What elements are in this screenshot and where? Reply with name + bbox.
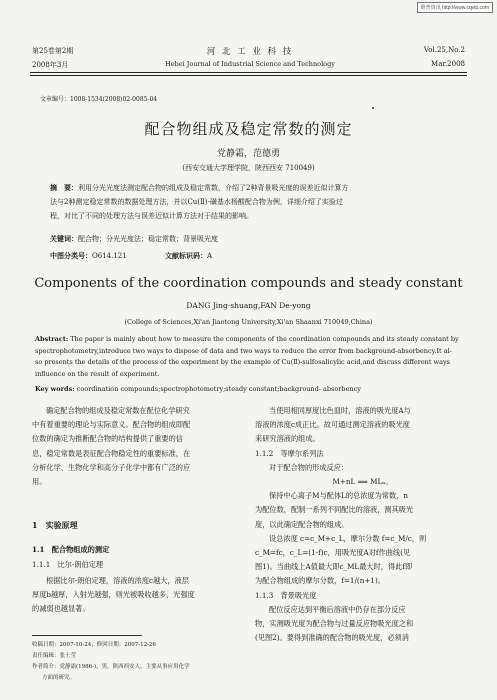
abstract-zh-line: 程，对比了不同的处理方法与误差近似计算方法对于结果的影响。: [50, 212, 253, 220]
authors-zh: 党静霜，范德勇: [216, 149, 280, 159]
subsubsection-heading: 1.1.2 等摩尔系列法: [255, 448, 324, 458]
body-line: 为配合物组成的摩尔分数，f=1/(n+1)。: [255, 576, 385, 586]
volume-issue-en: Vol.25,No.2: [423, 46, 465, 54]
abstract-en-line: spectrophotometry,introduce two ways to dispose of data and two ways to reduce the error from background-absorbency.It al-: [35, 346, 452, 355]
article-number: 文章编号：1008-1534(2008)02-0085-04: [40, 96, 158, 103]
body-line: 物，实测吸光度为配合物与过量反应物吸光度之和: [255, 619, 414, 629]
body-line: 为配位数，配制一系列不同配比的溶液，测其吸光: [255, 505, 414, 515]
watermark: 维普资讯 http://www.cqvip.com: [417, 2, 493, 13]
issue-date: 2008年3月: [32, 61, 69, 69]
keywords-en: [35, 385, 465, 393]
title-zh: 配合物组成及稳定常数的测定: [144, 120, 353, 138]
right-column: [255, 404, 470, 645]
footnote-line: 作者简介：党静霜(1986-)，男，陕西西安人，主要从事应用化学: [32, 664, 190, 670]
abstract-en-label: Abstract:: [35, 335, 69, 343]
body-line: 当使用相同厚度比色皿时，溶液的吸光度A与: [269, 406, 411, 415]
body-line: 的减弱也越显著。: [32, 604, 90, 614]
keywords-zh-label: 关键词：: [50, 234, 78, 243]
body-line: (见图2)。要得到准确的配合物的吸光度，必须消: [255, 633, 409, 643]
intro-paragraph: [32, 404, 237, 489]
abstract-en-line: The paper is mainly about how to measure the components of the coordination compounds and its steady constant by: [70, 335, 459, 343]
document-code-zh: [165, 251, 212, 261]
affiliation-zh: (西安交通大学理学院，陕西西安 710049): [182, 164, 315, 172]
abstract-zh-line: 利用分光光度法测定配合物的组成及稳定常数，介绍了2种背景吸光度的误差近似计算方: [78, 184, 349, 192]
classification-value: O614.121: [92, 252, 127, 260]
intro-line: 用。: [32, 477, 47, 487]
journal-name-zh: 河 北 工 业 科 技: [206, 47, 294, 57]
beer-lambert-paragraph: [32, 574, 237, 617]
abstract-zh-label: 摘 要：: [50, 183, 78, 192]
journal-name-en: Hebei Journal of Industrial Science and Technology: [165, 60, 335, 68]
body-line: 对于配合物的形成反应：: [269, 462, 349, 472]
keywords-en-text: coordination compounds;spectrophotometry;steady constant;background- absorbency: [76, 385, 361, 393]
document-code-label: 文献标识码：: [165, 251, 207, 260]
issue-date-en: Mar.2008: [431, 60, 465, 68]
classification-label: 中图分类号：: [50, 251, 92, 260]
subsection-heading: 1.1 配合物组成的测定: [32, 545, 110, 554]
abstract-en-line: influence on the result of experiment.: [35, 369, 160, 378]
body-line: 配位反应达到平衡后溶液中仍存在部分反应: [269, 604, 406, 614]
body-line: 度，以此确定配合物的组成。: [255, 519, 349, 529]
body-line: 厚度b越厚，入射光越强，则光被吸收越多，光强度: [32, 590, 195, 600]
intro-line: 位数的确定为推断配合物的结构提供了重要的信: [32, 434, 183, 444]
affiliation-en: (College of Sciences,Xi'an Jiaotong University,Xi'an Shaanxi 710049,China): [124, 318, 373, 326]
intro-line: 息，稳定常数是表征配合物稳定性的重要标准，在: [32, 448, 191, 458]
section-heading: 1 实验原理: [32, 520, 78, 530]
speck: [372, 107, 374, 109]
subsubsection-heading: 1.1.1 比尔-朗伯定理: [32, 560, 104, 569]
title-en: Components of the coordination compounds and steady constant: [34, 276, 463, 291]
header-rule: [30, 72, 467, 73]
reaction-formula: M+nL ⟹ MLₙ。: [332, 477, 393, 487]
subsubsection-heading: 1.1.3 背景吸光度: [255, 590, 317, 600]
body-line: 根据比尔-朗伯定理，溶液的浓度c越大，液层: [46, 576, 190, 585]
authors-en: DANG Jing-shuang,FAN De-yong: [186, 301, 311, 310]
keywords-zh-text: 配合物；分光光度法；稳定常数；背景吸光度: [78, 235, 218, 243]
classification-zh: [50, 251, 127, 261]
intro-line: 中有着重要的理论与实际意义。配合物的组成即配: [32, 420, 191, 430]
keywords-en-label: Key words:: [35, 385, 75, 393]
body-line: c_M=fc，c_L=(1-f)c，用吸光度A对f作曲线(见: [255, 548, 411, 558]
intro-line: 分析化学、生物化学和高分子化学中都有广泛的应: [32, 462, 191, 472]
body-line: 来研究溶液的组成。: [255, 434, 320, 444]
body-line: 保持中心离子M与配体L的总浓度为常数，n: [269, 491, 408, 501]
footnote: [32, 640, 237, 684]
header-rule-thin: [30, 75, 467, 76]
body-line: 图1)。当曲线上A值最大即c_ML最大时，得此f即: [255, 562, 413, 572]
intro-line: 确定配合物的组成及稳定常数在配位化学研究: [46, 406, 190, 415]
abstract-zh-line: 法与2种测定稳定常数的数据处理方法，并以Cu(Ⅱ)-磺基水杨酸配合物为例，详细介绍了实验过: [50, 198, 343, 206]
abstract-en: [35, 334, 465, 380]
footnote-line: 方面的研究。: [42, 675, 76, 681]
keywords-zh: [50, 234, 455, 244]
body-line: 设总浓度 c=c_M+c_L，摩尔分数 f=c_M/c，则: [269, 533, 427, 543]
abstract-zh: [50, 181, 455, 223]
footnote-line: 收稿日期：2007-10-24；修回日期：2007-12-26: [32, 642, 156, 648]
document-code-value: A: [207, 252, 213, 260]
body-line: 溶液的浓度c成正比。故可通过测定溶液的吸光度: [255, 420, 410, 430]
footnote-rule: [32, 635, 142, 636]
footnote-line: 责任编辑：张士莹: [32, 653, 77, 659]
volume-issue: 第25卷第2期: [32, 47, 74, 55]
abstract-en-line: so presents the details of the process of the experiment by the example of Cu(Ⅱ)-sulfosalicylic acid,and discuss different ways: [35, 358, 450, 366]
